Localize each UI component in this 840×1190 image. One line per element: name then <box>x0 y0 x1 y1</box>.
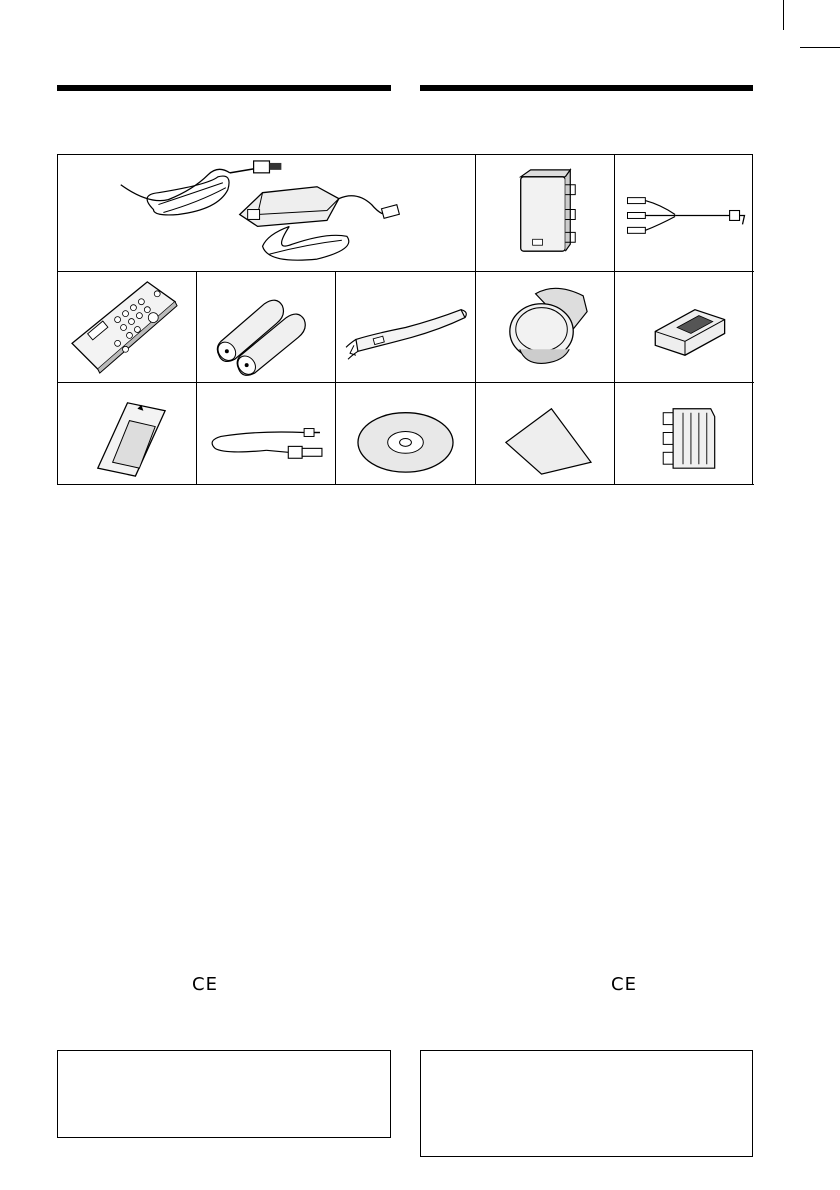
left-note-box <box>57 1050 391 1138</box>
crop-mark-horizontal <box>800 47 840 48</box>
aa-batteries-icon <box>197 272 335 382</box>
battery-pack-icon <box>476 155 614 271</box>
crop-mark-vertical <box>783 0 784 30</box>
ac-adaptor-cell <box>58 155 476 272</box>
supplied-accessories-grid <box>57 154 753 485</box>
right-note-box <box>420 1050 753 1157</box>
av-cable-icon <box>615 155 754 271</box>
ac-adaptor-icon <box>58 155 475 271</box>
left-section-heading-rule <box>57 85 391 91</box>
ce-mark-left: CE <box>192 974 218 995</box>
cleaning-cloth-cell <box>476 383 615 485</box>
shoulder-strap-icon <box>336 272 475 382</box>
cleaning-cloth-icon <box>476 383 614 484</box>
right-section-heading-rule <box>420 85 753 91</box>
lens-cap-icon <box>476 272 614 382</box>
remote-commander-cell <box>58 272 197 383</box>
usb-cable-cell <box>197 383 336 485</box>
scart-adaptor-cell <box>615 383 754 485</box>
usb-cable-icon <box>197 383 335 484</box>
shoe-cover-cell <box>615 272 754 383</box>
cd-rom-icon <box>336 383 475 484</box>
lens-cap-cell <box>476 272 615 383</box>
scart-adaptor-icon <box>615 383 754 484</box>
memory-stick-icon <box>58 383 196 484</box>
battery-pack-cell <box>476 155 615 272</box>
cd-rom-cell <box>336 383 476 485</box>
shoe-cover-icon <box>615 272 754 382</box>
shoulder-strap-cell <box>336 272 476 383</box>
av-cable-cell <box>615 155 754 272</box>
ce-mark-right: CE <box>611 974 637 995</box>
memory-stick-cell <box>58 383 197 485</box>
aa-batteries-cell <box>197 272 336 383</box>
remote-commander-icon <box>58 272 196 382</box>
